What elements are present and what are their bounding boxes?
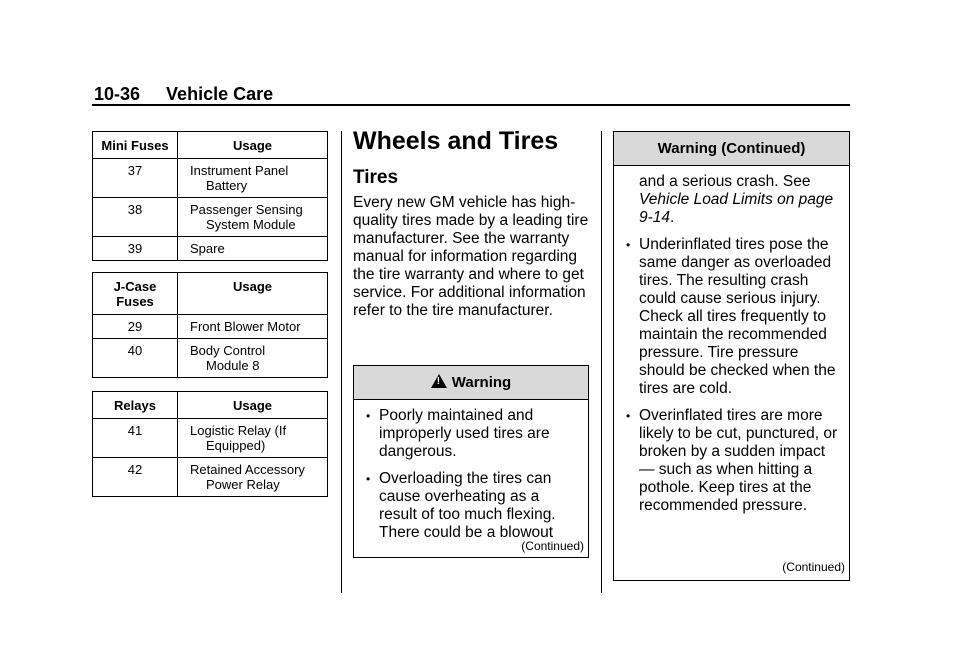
warning-heading: Warning (Continued) <box>614 132 849 166</box>
warning-lead-text <box>639 173 841 227</box>
page-number: 10-36 <box>94 84 141 104</box>
table-row <box>93 339 328 378</box>
table-header-row <box>93 132 328 159</box>
fuse-usage <box>178 339 328 378</box>
usage-line: System Module <box>206 217 296 232</box>
usage-line: Equipped) <box>206 438 266 453</box>
column-header: Usage <box>178 132 328 159</box>
table-row <box>93 419 328 458</box>
column-divider-left <box>341 131 342 593</box>
table-row <box>93 315 328 339</box>
fuse-usage <box>178 159 328 198</box>
column-divider-right <box>601 131 602 593</box>
j-case-fuses-table <box>92 272 328 378</box>
table-row <box>93 458 328 497</box>
relay-number: 41 <box>93 419 178 458</box>
fuse-number: 40 <box>93 339 178 378</box>
table-header-row <box>93 273 328 315</box>
warning-item: • Underinflated tires pose the same danger as overloaded tires. The resulting crash could cause serious injury. Check all tires frequently to maintain the recommended pressure. Tire pressure should be checked when the tires are cold. <box>626 236 841 398</box>
warning-item: • Poorly maintained and improperly used tires are dangerous. <box>366 407 580 461</box>
lead-end: . <box>670 209 675 226</box>
table-header-row <box>93 392 328 419</box>
warning-body <box>354 407 588 542</box>
lead-text: and a serious crash. See <box>639 173 811 190</box>
relays-table <box>92 391 328 497</box>
cross-reference-link[interactable]: Vehicle Load Limits on page 9-14 <box>639 191 834 226</box>
relay-usage <box>178 458 328 497</box>
fuse-usage <box>178 315 328 339</box>
table-row <box>93 159 328 198</box>
warning-list <box>626 236 841 515</box>
header-rule <box>92 104 850 106</box>
tires-intro-paragraph: Every new GM vehicle has high-quality tires made by a leading tire manufacturer. See the warranty manual for information regarding the tire warranty and where to get service. For additional information refer to the tire manufacturer. <box>353 194 589 319</box>
usage-line: Power Relay <box>206 477 280 492</box>
warning-box-continued <box>613 131 850 581</box>
usage-line: Module 8 <box>206 358 260 373</box>
column-header: Relays <box>93 392 178 419</box>
continued-label: (Continued) <box>782 560 845 574</box>
section-title: Wheels and Tires <box>353 127 559 155</box>
warning-heading <box>354 366 588 400</box>
warning-box <box>353 365 589 558</box>
usage-line: Logistic Relay (If <box>190 423 287 438</box>
column-header: Usage <box>178 273 328 315</box>
table-row <box>93 237 328 261</box>
warning-body <box>614 173 849 515</box>
relay-number: 42 <box>93 458 178 497</box>
usage-line: Passenger Sensing <box>190 202 303 217</box>
fuse-number: 38 <box>93 198 178 237</box>
mini-fuses-table <box>92 131 328 261</box>
subsection-title: Tires <box>353 167 399 188</box>
fuse-number: 29 <box>93 315 178 339</box>
column-header: J-Case Fuses <box>93 273 178 315</box>
column-header: Mini Fuses <box>93 132 178 159</box>
warning-triangle-icon <box>431 374 447 388</box>
usage-line: Battery <box>206 178 248 193</box>
relay-usage <box>178 419 328 458</box>
fuse-usage <box>178 198 328 237</box>
usage-line: Body Control <box>190 343 266 358</box>
table-row <box>93 198 328 237</box>
page-title: Vehicle Care <box>166 84 274 104</box>
usage-line: Retained Accessory <box>190 462 305 477</box>
warning-item: • Overinflated tires are more likely to be cut, punctured, or broken by a sudden impact — such as when hitting a pothole. Keep tires at the recommended pressure. <box>626 407 841 515</box>
usage-line: Front Blower Motor <box>190 319 301 334</box>
warning-heading-text: Warning <box>451 374 512 391</box>
column-header: Usage <box>178 392 328 419</box>
fuse-usage <box>178 237 328 261</box>
page-header <box>94 84 273 105</box>
usage-line: Instrument Panel <box>190 163 289 178</box>
usage-line: Spare <box>190 241 225 256</box>
warning-list <box>366 407 580 542</box>
fuse-number: 37 <box>93 159 178 198</box>
continued-label: (Continued) <box>521 539 584 553</box>
fuse-number: 39 <box>93 237 178 261</box>
warning-item: • Overloading the tires can cause overheating as a result of too much flexing. There could be a blowout <box>366 470 580 542</box>
